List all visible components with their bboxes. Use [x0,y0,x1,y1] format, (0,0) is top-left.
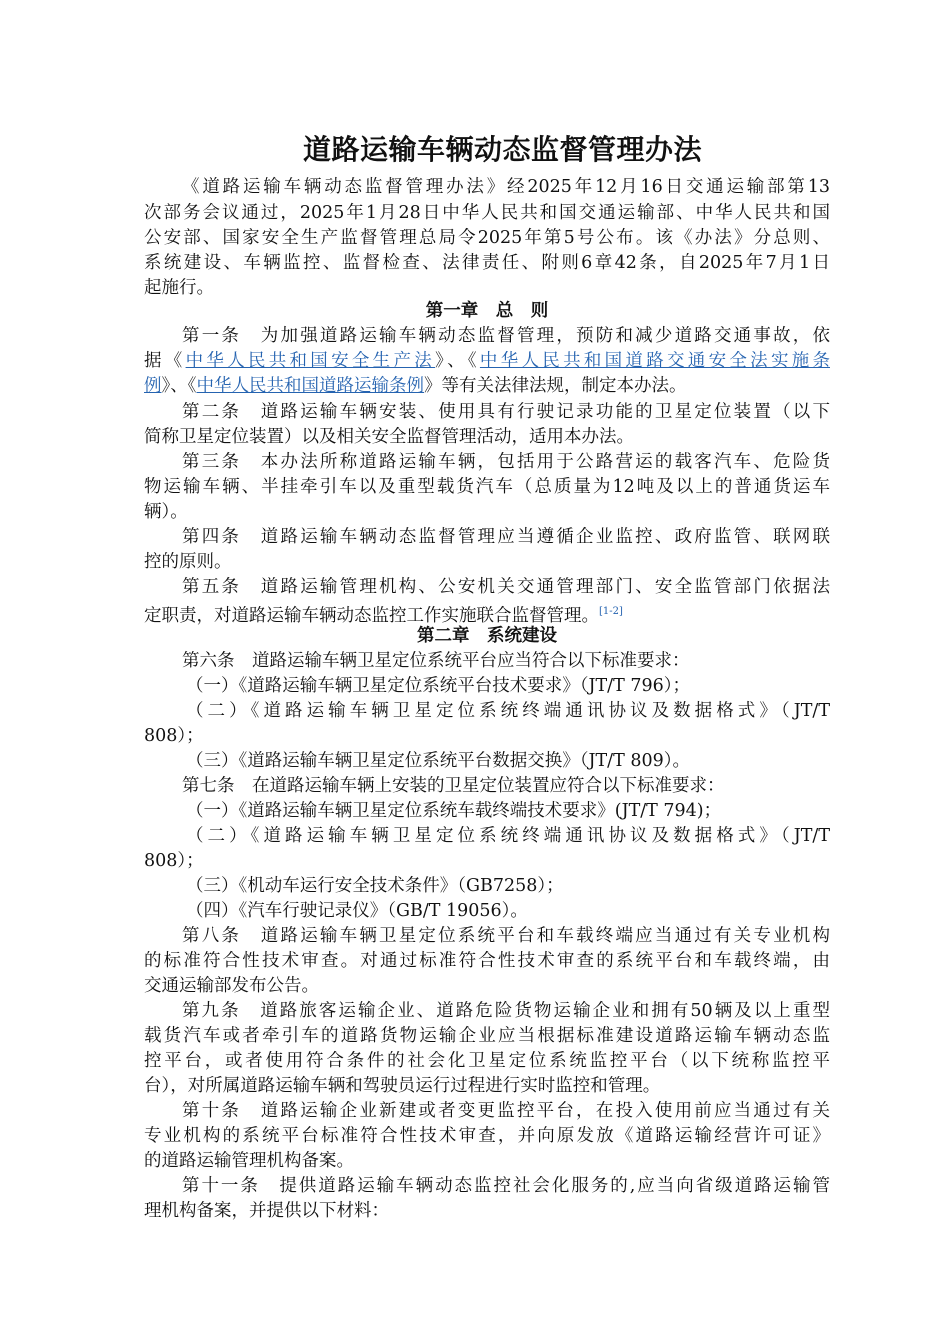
text-line: 定职责，对道路运输车辆动态监控工作实施联合监督管理。[1-2] [144,605,623,626]
text-line: 控的原则。 [144,552,232,572]
document-title: 道路运输车辆动态监督管理办法 [302,133,702,166]
law-link-traffic-safety-regulations[interactable]: 中华人民共和国道路交通安全法实施条 [479,351,830,371]
text-line: 理机构备案，并提供以下材料： [144,1201,389,1221]
text-line: 起施行。 [144,278,214,298]
text-line: 控平台，或者使用符合条件的社会化卫星定位系统监控平台（以下统称监控平 [144,1051,830,1071]
text-line: 808）； [144,726,204,746]
text-line: 据《中华人民共和国安全生产法》、《中华人民共和国道路交通安全法实施条 [144,351,830,371]
text-line: 次部务会议通过，2025年1月28日中华人民共和国交通运输部、中华人民共和国 [144,203,830,223]
text-line: 第九条 道路旅客运输企业、道路危险货物运输企业和拥有50辆及以上重型 [182,1001,830,1021]
text-line: 第六条 道路运输车辆卫星定位系统平台应当符合以下标准要求： [182,651,690,671]
text-line: 例》、《中华人民共和国道路运输条例》等有关法律法规，制定本办法。 [144,376,687,396]
text-line: （一）《道路运输车辆卫星定位系统车载终端技术要求》(JT/T 794)； [186,801,722,821]
text-line: 专业机构的系统平台标准符合性技术审查，并向原发放《道路运输经营许可证》 [144,1126,830,1146]
text-line: 第七条 在道路运输车辆上安装的卫星定位装置应符合以下标准要求： [182,776,725,796]
text-line: （三）《机动车运行安全技术条件》（GB7258）； [186,876,564,896]
text-line: 第四条 道路运输车辆动态监督管理应当遵循企业监控、政府监管、联网联 [182,527,830,547]
chapter-heading: 第一章 总 则 [425,301,549,321]
text-line: 808）； [144,851,204,871]
text-line: （四）《汽车行驶记录仪》（GB/T 19056）。 [186,901,528,921]
reference-link[interactable]: [1-2] [599,606,623,617]
text-line: 第十一条 提供道路运输车辆动态监控社会化服务的,应当向省级道路运输管 [182,1176,830,1196]
law-link-road-transport-regulations[interactable]: 中华人民共和国道路运输条例 [196,376,424,396]
text-line: 第八条 道路运输车辆卫星定位系统平台和车载终端应当通过有关专业机构 [182,926,830,946]
text-line: 《道路运输车辆动态监督管理办法》经2025年12月16日交通运输部第13 [182,177,830,197]
text-line: （三）《道路运输车辆卫星定位系统平台数据交换》（JT/T 809）。 [186,751,690,771]
text-line: （一）《道路运输车辆卫星定位系统平台技术要求》（JT/T 796）； [186,676,690,696]
law-link-traffic-safety-regulations-cont[interactable]: 例 [144,376,162,396]
text-line: 系统建设、车辆监控、监督检查、法律责任、附则6章42条，自2025年7月1日 [144,253,830,273]
chapter-heading: 第二章 系统建设 [417,626,557,646]
text-line: 第五条 道路运输管理机构、公安机关交通管理部门、安全监管部门依据法 [182,577,830,597]
text-line: 第三条 本办法所称道路运输车辆，包括用于公路营运的载客汽车、危险货 [182,452,830,472]
text-line: 载货汽车或者牵引车的道路货物运输企业应当根据标准建设道路运输车辆动态监 [144,1026,830,1046]
text-line: 第二条 道路运输车辆安装、使用具有行驶记录功能的卫星定位装置（以下 [182,402,830,422]
law-link-safety-production[interactable]: 中华人民共和国安全生产法 [185,351,436,371]
text-line: 的道路运输管理机构备案。 [144,1151,354,1171]
text-line: （二）《道路运输车辆卫星定位系统终端通讯协议及数据格式》（JT/T [186,701,830,721]
text-line: （二）《道路运输车辆卫星定位系统终端通讯协议及数据格式》（JT/T [186,826,830,846]
text-line: 物运输车辆、半挂牵引车以及重型载货汽车（总质量为12吨及以上的普通货运车 [144,477,830,497]
text-line: 台），对所属道路运输车辆和驾驶员运行过程进行实时监控和管理。 [144,1076,661,1096]
text-line: 辆）。 [144,502,188,522]
text-line: 简称卫星定位装置）以及相关安全监督管理活动，适用本办法。 [144,427,634,447]
text-line: 第一条 为加强道路运输车辆动态监督管理，预防和减少道路交通事故，依 [182,326,830,346]
text-line: 公安部、国家安全生产监督管理总局令2025年第5号公布。该《办法》分总则、 [144,228,830,248]
text-line: 第十条 道路运输企业新建或者变更监控平台，在投入使用前应当通过有关 [182,1101,830,1121]
text-line: 的标准符合性技术审查。对通过标准符合性技术审查的系统平台和车载终端，由 [144,951,830,971]
text-line: 交通运输部发布公告。 [144,976,319,996]
